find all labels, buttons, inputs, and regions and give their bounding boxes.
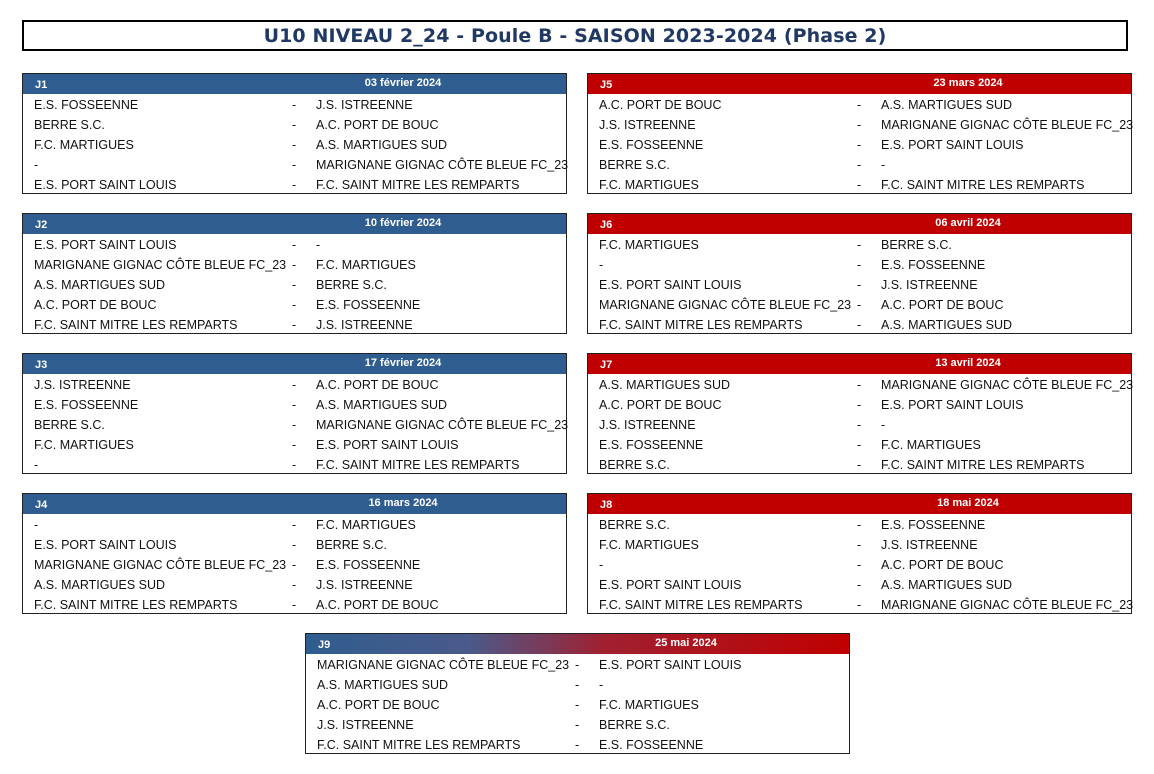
away-team: A.S. MARTIGUES SUD (881, 578, 1013, 592)
away-team: BERRE S.C. (881, 238, 952, 252)
home-team: F.C. MARTIGUES (34, 438, 134, 452)
match-separator: - (292, 318, 297, 332)
page-title-box (22, 20, 1128, 51)
round-block-j1 (22, 73, 567, 194)
match-separator: - (857, 298, 862, 312)
round-block-j7 (587, 353, 1132, 474)
away-team: J.S. ISTREENNE (881, 278, 978, 292)
round-code: J2 (35, 219, 48, 231)
match-separator: - (575, 718, 580, 732)
away-team: F.C. MARTIGUES (316, 258, 416, 272)
round-block-j6 (587, 213, 1132, 334)
match-separator: - (292, 558, 297, 572)
home-team: E.S. FOSSEENNE (34, 98, 139, 112)
match-separator: - (857, 438, 862, 452)
match-row (23, 575, 566, 595)
home-team: E.S. PORT SAINT LOUIS (34, 538, 177, 552)
match-separator: - (857, 258, 862, 272)
match-separator: - (575, 658, 580, 672)
home-team: E.S. FOSSEENNE (34, 398, 139, 412)
home-team: A.S. MARTIGUES SUD (317, 678, 449, 692)
home-team: MARIGNANE GIGNAC CÔTE BLEUE FC_23 (599, 298, 852, 312)
home-team: A.S. MARTIGUES SUD (34, 578, 166, 592)
away-team: A.S. MARTIGUES SUD (881, 98, 1013, 112)
match-row (23, 395, 566, 415)
away-team: MARIGNANE GIGNAC CÔTE BLEUE FC_23 (316, 158, 569, 172)
round-code: J6 (600, 219, 613, 231)
match-separator: - (575, 678, 580, 692)
home-team: A.C. PORT DE BOUC (599, 398, 722, 412)
round-code: J5 (600, 79, 613, 91)
home-team: MARIGNANE GIGNAC CÔTE BLEUE FC_23 (317, 658, 570, 672)
match-row (588, 155, 1131, 175)
round-code: J1 (35, 79, 48, 91)
round-date: 18 mai 2024 (937, 497, 999, 509)
home-team: MARIGNANE GIGNAC CÔTE BLEUE FC_23 (34, 558, 287, 572)
home-team: F.C. MARTIGUES (34, 138, 134, 152)
match-separator: - (292, 398, 297, 412)
round-header (588, 74, 1131, 94)
home-team: J.S. ISTREENNE (599, 118, 696, 132)
away-team: F.C. SAINT MITRE LES REMPARTS (316, 458, 520, 472)
match-separator: - (292, 378, 297, 392)
match-separator: - (857, 178, 862, 192)
match-separator: - (292, 298, 297, 312)
match-separator: - (857, 518, 862, 532)
match-separator: - (857, 138, 862, 152)
match-separator: - (857, 118, 862, 132)
away-team: A.C. PORT DE BOUC (316, 378, 439, 392)
away-team: E.S. FOSSEENNE (599, 738, 704, 752)
match-separator: - (857, 538, 862, 552)
away-team: - (316, 238, 321, 252)
away-team: E.S. PORT SAINT LOUIS (881, 138, 1024, 152)
round-code: J9 (318, 639, 331, 651)
round-code: J8 (600, 499, 613, 511)
match-row (588, 515, 1131, 535)
match-row (23, 415, 569, 435)
away-team: F.C. MARTIGUES (599, 698, 699, 712)
match-row (588, 375, 1134, 395)
away-team: E.S. PORT SAINT LOUIS (881, 398, 1024, 412)
away-team: A.S. MARTIGUES SUD (316, 138, 448, 152)
match-row (23, 275, 566, 295)
match-row (306, 695, 849, 715)
match-separator: - (292, 418, 297, 432)
away-team: BERRE S.C. (316, 278, 387, 292)
match-row (23, 535, 566, 555)
away-team: A.C. PORT DE BOUC (316, 598, 439, 612)
away-team: MARIGNANE GIGNAC CÔTE BLEUE FC_23 (881, 118, 1134, 132)
match-row (23, 155, 569, 175)
match-separator: - (575, 738, 580, 752)
away-team: J.S. ISTREENNE (316, 578, 413, 592)
match-row (23, 375, 566, 395)
match-row (588, 395, 1131, 415)
home-team: - (34, 158, 39, 172)
home-team: F.C. MARTIGUES (599, 538, 699, 552)
round-block-j5 (587, 73, 1132, 194)
round-header (588, 354, 1131, 374)
home-team: BERRE S.C. (34, 118, 105, 132)
home-team: A.C. PORT DE BOUC (317, 698, 440, 712)
match-separator: - (292, 118, 297, 132)
match-separator: - (857, 558, 862, 572)
home-team: J.S. ISTREENNE (317, 718, 414, 732)
match-separator: - (292, 138, 297, 152)
home-team: E.S. PORT SAINT LOUIS (599, 578, 742, 592)
match-separator: - (857, 278, 862, 292)
match-separator: - (857, 158, 862, 172)
round-header (306, 634, 849, 654)
away-team: E.S. PORT SAINT LOUIS (599, 658, 742, 672)
match-row (306, 735, 849, 755)
away-team: E.S. FOSSEENNE (881, 258, 986, 272)
match-row (23, 315, 566, 335)
match-row (23, 175, 566, 195)
home-team: J.S. ISTREENNE (34, 378, 131, 392)
match-separator: - (857, 398, 862, 412)
match-separator: - (292, 158, 297, 172)
match-separator: - (857, 578, 862, 592)
round-block-j3 (22, 353, 567, 474)
round-date: 23 mars 2024 (933, 77, 1003, 89)
home-team: A.S. MARTIGUES SUD (34, 278, 166, 292)
match-row (588, 135, 1131, 155)
match-row (588, 555, 1131, 575)
match-separator: - (292, 458, 297, 472)
away-team: BERRE S.C. (316, 538, 387, 552)
home-team: F.C. SAINT MITRE LES REMPARTS (599, 598, 803, 612)
round-header (23, 214, 566, 234)
away-team: F.C. MARTIGUES (316, 518, 416, 532)
home-team: E.S. FOSSEENNE (599, 138, 704, 152)
round-header (588, 494, 1131, 514)
home-team: F.C. MARTIGUES (599, 238, 699, 252)
match-separator: - (857, 418, 862, 432)
home-team: - (34, 458, 39, 472)
match-row (588, 315, 1131, 335)
match-row (588, 275, 1131, 295)
match-separator: - (292, 98, 297, 112)
match-separator: - (292, 518, 297, 532)
match-separator: - (292, 598, 297, 612)
home-team: - (599, 258, 604, 272)
round-date: 10 février 2024 (364, 217, 442, 229)
match-row (23, 455, 566, 475)
away-team: MARIGNANE GIGNAC CÔTE BLEUE FC_23 (881, 378, 1134, 392)
round-date: 13 avril 2024 (935, 357, 1001, 369)
away-team: - (599, 678, 604, 692)
home-team: BERRE S.C. (34, 418, 105, 432)
home-team: BERRE S.C. (599, 518, 670, 532)
home-team: F.C. SAINT MITRE LES REMPARTS (317, 738, 521, 752)
match-row (306, 715, 849, 735)
match-row (588, 235, 1131, 255)
home-team: BERRE S.C. (599, 158, 670, 172)
match-separator: - (292, 178, 297, 192)
round-date: 25 mai 2024 (655, 637, 717, 649)
match-row (23, 555, 566, 575)
away-team: A.S. MARTIGUES SUD (316, 398, 448, 412)
round-block-j4 (22, 493, 567, 614)
away-team: J.S. ISTREENNE (881, 538, 978, 552)
away-team: BERRE S.C. (599, 718, 670, 732)
round-date: 16 mars 2024 (368, 497, 438, 509)
home-team: E.S. FOSSEENNE (599, 438, 704, 452)
match-row (588, 175, 1131, 195)
home-team: E.S. PORT SAINT LOUIS (599, 278, 742, 292)
match-row (588, 575, 1131, 595)
home-team: F.C. SAINT MITRE LES REMPARTS (599, 318, 803, 332)
match-row (23, 435, 566, 455)
match-row (306, 675, 849, 695)
match-row (23, 295, 566, 315)
away-team: E.S. FOSSEENNE (316, 298, 421, 312)
home-team: F.C. MARTIGUES (599, 178, 699, 192)
match-row (23, 255, 566, 275)
away-team: MARIGNANE GIGNAC CÔTE BLEUE FC_23 (316, 418, 569, 432)
match-row (588, 415, 1131, 435)
round-code: J4 (35, 499, 48, 511)
match-separator: - (857, 318, 862, 332)
round-header (23, 74, 566, 94)
round-code: J3 (35, 359, 48, 371)
away-team: MARIGNANE GIGNAC CÔTE BLEUE FC_23 (881, 598, 1134, 612)
round-block-j8 (587, 493, 1132, 614)
match-row (23, 515, 566, 535)
away-team: A.C. PORT DE BOUC (316, 118, 439, 132)
home-team: A.C. PORT DE BOUC (34, 298, 157, 312)
match-row (23, 595, 566, 615)
match-row (588, 535, 1131, 555)
match-separator: - (857, 98, 862, 112)
match-separator: - (292, 278, 297, 292)
home-team: A.C. PORT DE BOUC (599, 98, 722, 112)
away-team: A.C. PORT DE BOUC (881, 298, 1004, 312)
match-row (23, 235, 566, 255)
match-row (588, 255, 1131, 275)
away-team: - (881, 418, 886, 432)
round-block-j9 (305, 633, 850, 754)
match-row (306, 655, 849, 675)
match-row (23, 135, 566, 155)
match-separator: - (292, 258, 297, 272)
match-row (23, 115, 566, 135)
home-team: - (34, 518, 39, 532)
match-row (588, 455, 1131, 475)
home-team: E.S. PORT SAINT LOUIS (34, 238, 177, 252)
match-separator: - (575, 698, 580, 712)
away-team: E.S. PORT SAINT LOUIS (316, 438, 459, 452)
away-team: J.S. ISTREENNE (316, 318, 413, 332)
match-separator: - (292, 438, 297, 452)
away-team: J.S. ISTREENNE (316, 98, 413, 112)
away-team: F.C. SAINT MITRE LES REMPARTS (881, 178, 1085, 192)
home-team: J.S. ISTREENNE (599, 418, 696, 432)
away-team: F.C. MARTIGUES (881, 438, 981, 452)
page-title: U10 NIVEAU 2_24 - Poule B - SAISON 2023-2024 (Phase 2) (263, 24, 887, 47)
round-date: 06 avril 2024 (935, 217, 1001, 229)
away-team: E.S. FOSSEENNE (881, 518, 986, 532)
home-team: MARIGNANE GIGNAC CÔTE BLEUE FC_23 (34, 258, 287, 272)
away-team: F.C. SAINT MITRE LES REMPARTS (881, 458, 1085, 472)
home-team: A.S. MARTIGUES SUD (599, 378, 731, 392)
round-date: 03 février 2024 (364, 77, 442, 89)
match-separator: - (292, 538, 297, 552)
away-team: F.C. SAINT MITRE LES REMPARTS (316, 178, 520, 192)
match-separator: - (857, 458, 862, 472)
home-team: BERRE S.C. (599, 458, 670, 472)
match-separator: - (857, 598, 862, 612)
home-team: E.S. PORT SAINT LOUIS (34, 178, 177, 192)
match-separator: - (857, 238, 862, 252)
home-team: - (599, 558, 604, 572)
match-row (588, 115, 1134, 135)
match-separator: - (857, 378, 862, 392)
round-date: 17 février 2024 (364, 357, 442, 369)
round-header (23, 354, 566, 374)
home-team: F.C. SAINT MITRE LES REMPARTS (34, 318, 238, 332)
away-team: - (881, 158, 886, 172)
away-team: A.C. PORT DE BOUC (881, 558, 1004, 572)
match-row (588, 95, 1131, 115)
round-header (588, 214, 1131, 234)
round-code: J7 (600, 359, 613, 371)
round-header (23, 494, 566, 514)
away-team: E.S. FOSSEENNE (316, 558, 421, 572)
match-separator: - (292, 238, 297, 252)
home-team: F.C. SAINT MITRE LES REMPARTS (34, 598, 238, 612)
match-row (23, 95, 566, 115)
match-row (588, 295, 1131, 315)
match-row (588, 435, 1131, 455)
match-row (588, 595, 1134, 615)
away-team: A.S. MARTIGUES SUD (881, 318, 1013, 332)
round-block-j2 (22, 213, 567, 334)
match-separator: - (292, 578, 297, 592)
